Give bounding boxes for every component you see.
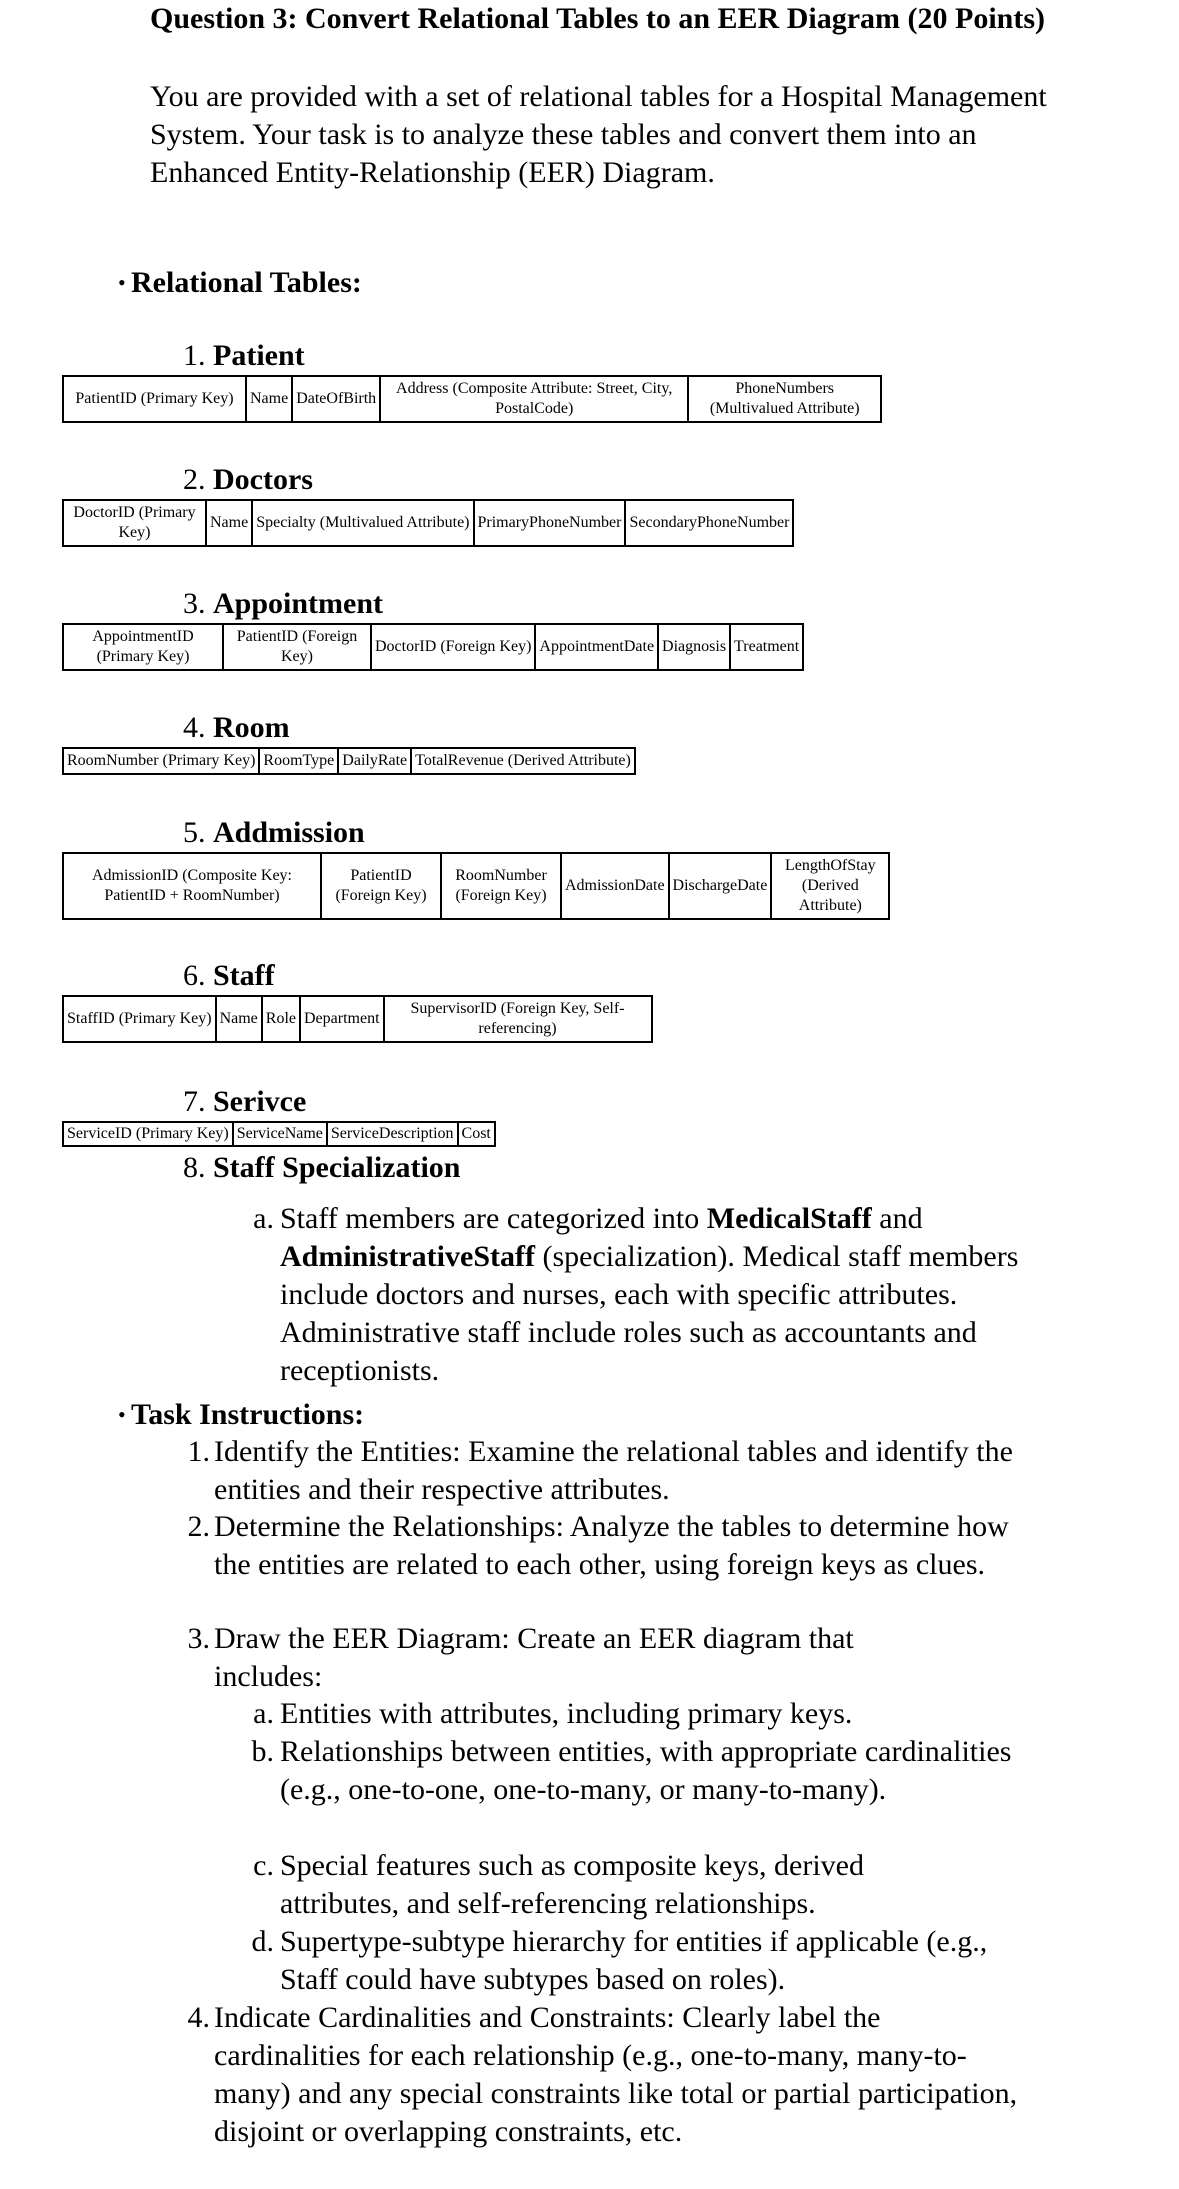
staff-table <box>62 995 653 1043</box>
admission-table <box>62 852 890 920</box>
table-cell: DoctorID (Foreign Key) <box>371 624 535 670</box>
task-item-2: Determine the Relationships: Analyze the tables to determine how the entities are related to each other, using foreign keys as clues. <box>214 1510 1009 1581</box>
list-number: 3. <box>187 1622 210 1655</box>
bullet-icon: • <box>118 270 126 295</box>
task-item-3: Draw the EER Diagram: Create an EER diagram that includes: <box>214 1622 854 1693</box>
table-cell: RoomNumber (Primary Key) <box>63 748 259 774</box>
appointment-table <box>62 623 804 671</box>
bullet-icon: • <box>118 1402 126 1427</box>
table-cell: Name <box>216 996 262 1042</box>
table-title-patient: 1. Patient <box>183 339 305 372</box>
table-cell: AppointmentDate <box>535 624 658 670</box>
table-cell: PatientID (Primary Key) <box>63 376 246 422</box>
table-cell: AdmissionDate <box>561 853 669 919</box>
table-cell: Department <box>300 996 384 1042</box>
table-cell: RoomNumber (Foreign Key) <box>441 853 561 919</box>
list-letter: c. <box>253 1849 274 1882</box>
patient-table <box>62 375 882 423</box>
list-letter: b. <box>251 1735 274 1768</box>
table-cell: PatientID (Foreign Key) <box>223 624 371 670</box>
table-title-room: 4. Room <box>183 711 290 744</box>
list-letter: a. <box>253 1202 274 1235</box>
table-cell: PhoneNumbers (Multivalued Attribute) <box>688 376 881 422</box>
table-cell: DischargeDate <box>669 853 772 919</box>
task-subitem-b: Relationships between entities, with appropriate cardinalities (e.g., one-to-one, one-to-many, or many-to-many). <box>280 1735 1012 1806</box>
table-cell: ServiceDescription <box>327 1122 458 1146</box>
doctors-table <box>62 499 794 547</box>
table-cell: StaffID (Primary Key) <box>63 996 216 1042</box>
task-heading: Task Instructions: <box>131 1398 365 1431</box>
table-cell: ServiceName <box>233 1122 327 1146</box>
list-number: 1. <box>187 1435 210 1468</box>
task-item-1: Identify the Entities: Examine the relational tables and identify the entities and their respective attributes. <box>214 1435 1013 1506</box>
table-cell: PatientID (Foreign Key) <box>321 853 441 919</box>
table-cell: Role <box>262 996 300 1042</box>
task-subitem-a: Entities with attributes, including primary keys. <box>280 1697 853 1730</box>
specialization-text: Staff members are categorized into MedicalStaff and AdministrativeStaff (specialization). Medical staff members include doctors and nurses, each with specific attributes. Administrative staff include roles such as accountants and receptionists. <box>280 1202 1019 1387</box>
list-letter: d. <box>251 1925 274 1958</box>
list-number: 2. <box>187 1510 210 1543</box>
table-cell: ServiceID (Primary Key) <box>63 1122 233 1146</box>
table-title-doctors: 2. Doctors <box>183 463 313 496</box>
table-cell: DoctorID (Primary Key) <box>63 500 206 546</box>
task-subitem-c: Special features such as composite keys, derived attributes, and self-referencing relationships. <box>280 1849 864 1920</box>
table-cell: RoomType <box>259 748 338 774</box>
list-number: 4. <box>187 2001 210 2034</box>
table-cell: Address (Composite Attribute: Street, City, PostalCode) <box>380 376 688 422</box>
table-cell: Name <box>246 376 292 422</box>
table-cell: Diagnosis <box>658 624 730 670</box>
table-cell: AppointmentID (Primary Key) <box>63 624 223 670</box>
room-table <box>62 747 636 775</box>
table-cell: DailyRate <box>338 748 411 774</box>
task-subitem-d: Supertype-subtype hierarchy for entities if applicable (e.g., Staff could have subtypes based on roles). <box>280 1925 988 1996</box>
table-cell: TotalRevenue (Derived Attribute) <box>411 748 635 774</box>
table-cell: AdmissionID (Composite Key: PatientID + RoomNumber) <box>63 853 321 919</box>
table-cell: Specialty (Multivalued Attribute) <box>252 500 473 546</box>
table-cell: DateOfBirth <box>292 376 380 422</box>
table-title-staff-specialization: 8. Staff Specialization <box>183 1151 461 1184</box>
relational-heading: Relational Tables: <box>131 266 362 299</box>
table-cell: SupervisorID (Foreign Key, Self-referencing) <box>384 996 652 1042</box>
service-table <box>62 1121 496 1147</box>
table-cell: SecondaryPhoneNumber <box>625 500 793 546</box>
table-title-admission: 5. Addmission <box>183 816 365 849</box>
table-cell: Cost <box>458 1122 495 1146</box>
table-title-staff: 6. Staff <box>183 959 275 992</box>
table-cell: Treatment <box>730 624 803 670</box>
list-letter: a. <box>253 1697 274 1730</box>
question-intro: You are provided with a set of relational tables for a Hospital Management System. Your task is to analyze these tables and convert them into an Enhanced Entity-Relationship (EER) Diagram. <box>150 80 1047 189</box>
table-cell: LengthOfStay (Derived Attribute) <box>771 853 889 919</box>
question-title: Question 3: Convert Relational Tables to an EER Diagram (20 Points) <box>150 2 1046 35</box>
task-item-4: Indicate Cardinalities and Constraints: Clearly label the cardinalities for each relationship (e.g., one-to-many, many-to-many) and any special constraints like total or partial participation, disjoint or overlapping constraints, etc. <box>214 2001 1018 2148</box>
table-title-appointment: 3. Appointment <box>183 587 384 620</box>
table-cell: PrimaryPhoneNumber <box>474 500 626 546</box>
table-title-service: 7. Serivce <box>183 1085 307 1118</box>
table-cell: Name <box>206 500 252 546</box>
